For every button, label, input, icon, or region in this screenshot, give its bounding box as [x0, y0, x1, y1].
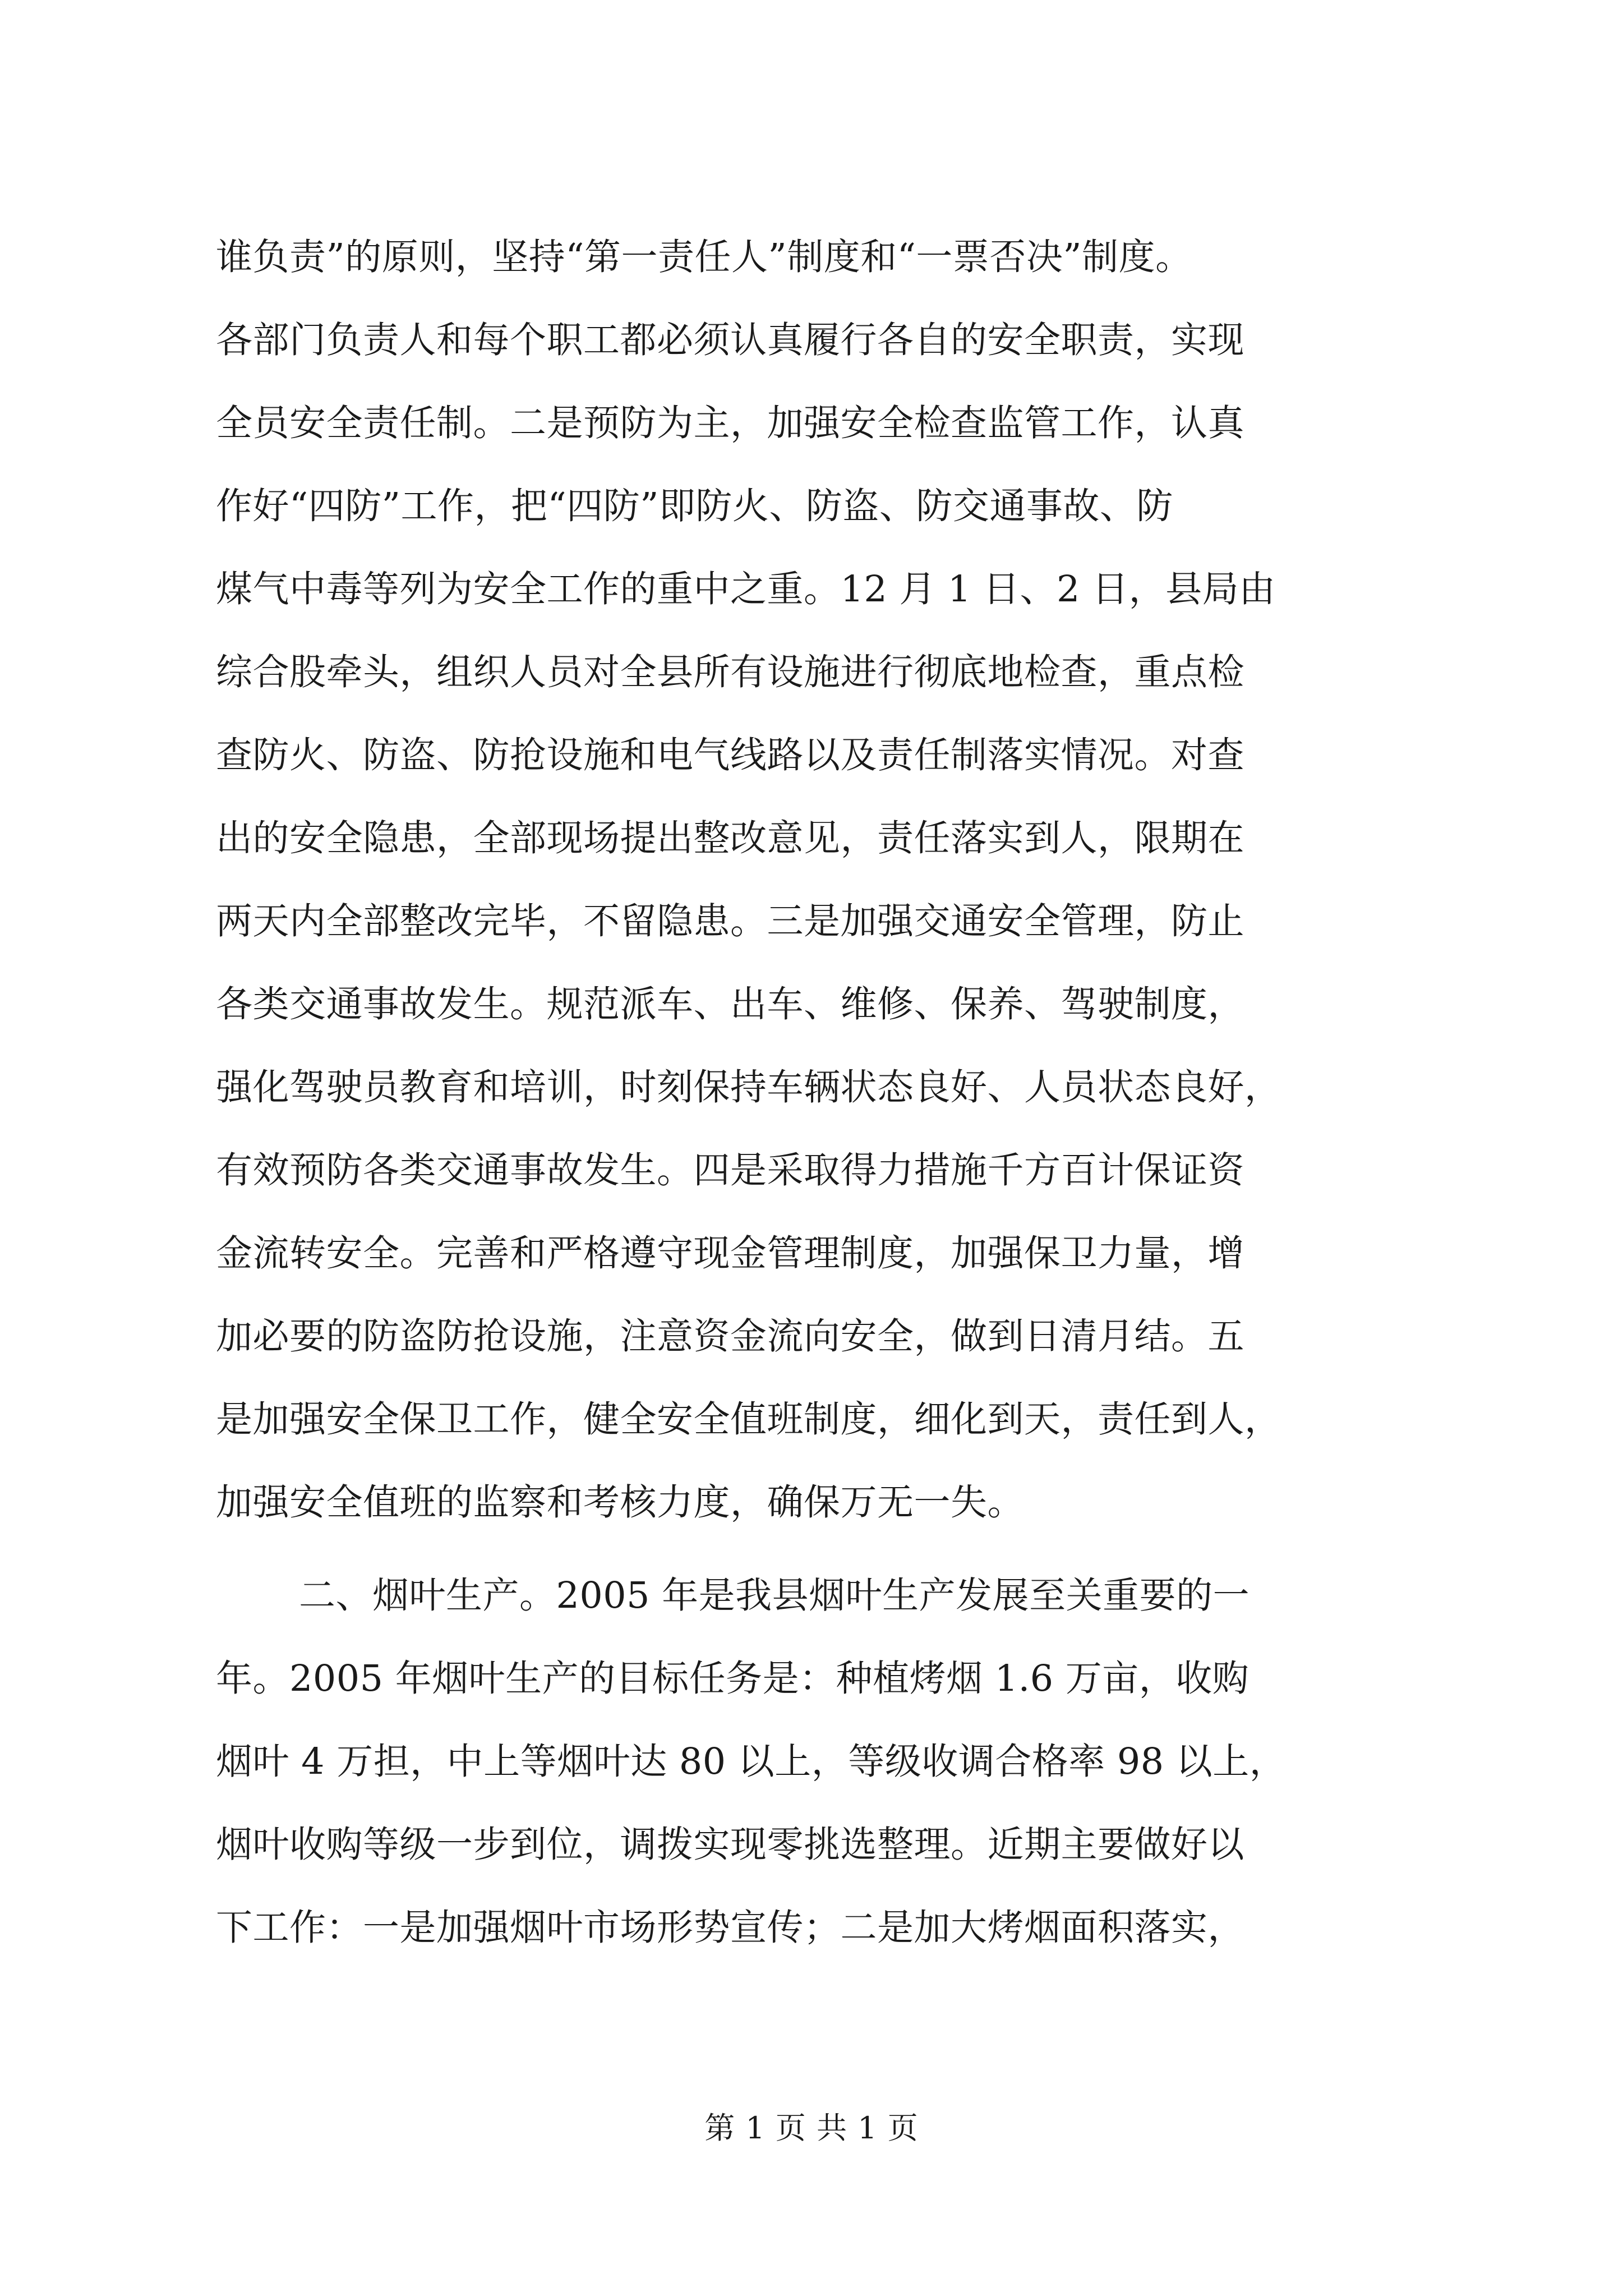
text-line: 金流转安全。完善和严格遵守现金管理制度，加强保卫力量，增 — [216, 1232, 1245, 1274]
text-line: 年。2005 年烟叶生产的目标任务是：种植烤烟 1.6 万亩，收购 — [216, 1658, 1249, 1700]
paragraph-tobacco — [216, 1554, 1416, 1970]
text-line: 烟叶 4 万担，中上等烟叶达 80 以上，等级收调合格率 98 以上， — [216, 1741, 1287, 1783]
text-line: 综合股牵头，组织人员对全县所有设施进行彻底地检查，重点检 — [216, 651, 1245, 693]
text-line: 烟叶收购等级一步到位，调拨实现零挑选整理。近期主要做好以 — [216, 1824, 1245, 1866]
text-line-first: 二、烟叶生产。2005 年是我县烟叶生产发展至关重要的一 — [299, 1575, 1250, 1617]
text-line: 有效预防各类交通事故发生。四是采取得力措施千方百计保证资 — [216, 1149, 1245, 1191]
text-line: 全员安全责任制。二是预防为主，加强安全检查监管工作，认真 — [216, 402, 1245, 444]
text-line: 下工作：一是加强烟叶市场形势宣传；二是加大烤烟面积落实， — [216, 1907, 1245, 1949]
text-line: 是加强安全保卫工作，健全安全值班制度，细化到天，责任到人， — [216, 1398, 1281, 1441]
text-line: 煤气中毒等列为安全工作的重中之重。12 月 1 日、2 日，县局由 — [216, 568, 1276, 610]
text-line: 出的安全隐患，全部现场提出整改意见，责任落实到人，限期在 — [216, 817, 1245, 859]
page-footer: 第 1 页 共 1 页 — [704, 2110, 919, 2146]
document-body — [216, 216, 1416, 1970]
text-line: 查防火、防盗、防抢设施和电气线路以及责任制落实情况。对查 — [216, 734, 1245, 776]
text-line: 各类交通事故发生。规范派车、出车、维修、保养、驾驶制度， — [216, 983, 1245, 1025]
text-line: 谁负责”的原则，坚持“第一责任人”制度和“一票否决”制度。 — [216, 236, 1192, 278]
paragraph-safety — [216, 216, 1416, 1544]
text-line: 两天内全部整改完毕，不留隐患。三是加强交通安全管理，防止 — [216, 900, 1245, 942]
text-line: 作好“四防”工作，把“四防”即防火、防盗、防交通事故、防 — [216, 485, 1173, 527]
text-line: 加必要的防盗防抢设施，注意资金流向安全，做到日清月结。五 — [216, 1315, 1245, 1358]
text-line: 各部门负责人和每个职工都必须认真履行各自的安全职责，实现 — [216, 319, 1245, 361]
text-line: 强化驾驶员教育和培训，时刻保持车辆状态良好、人员状态良好， — [216, 1066, 1281, 1108]
text-line: 加强安全值班的监察和考核力度，确保万无一失。 — [216, 1481, 1025, 1524]
